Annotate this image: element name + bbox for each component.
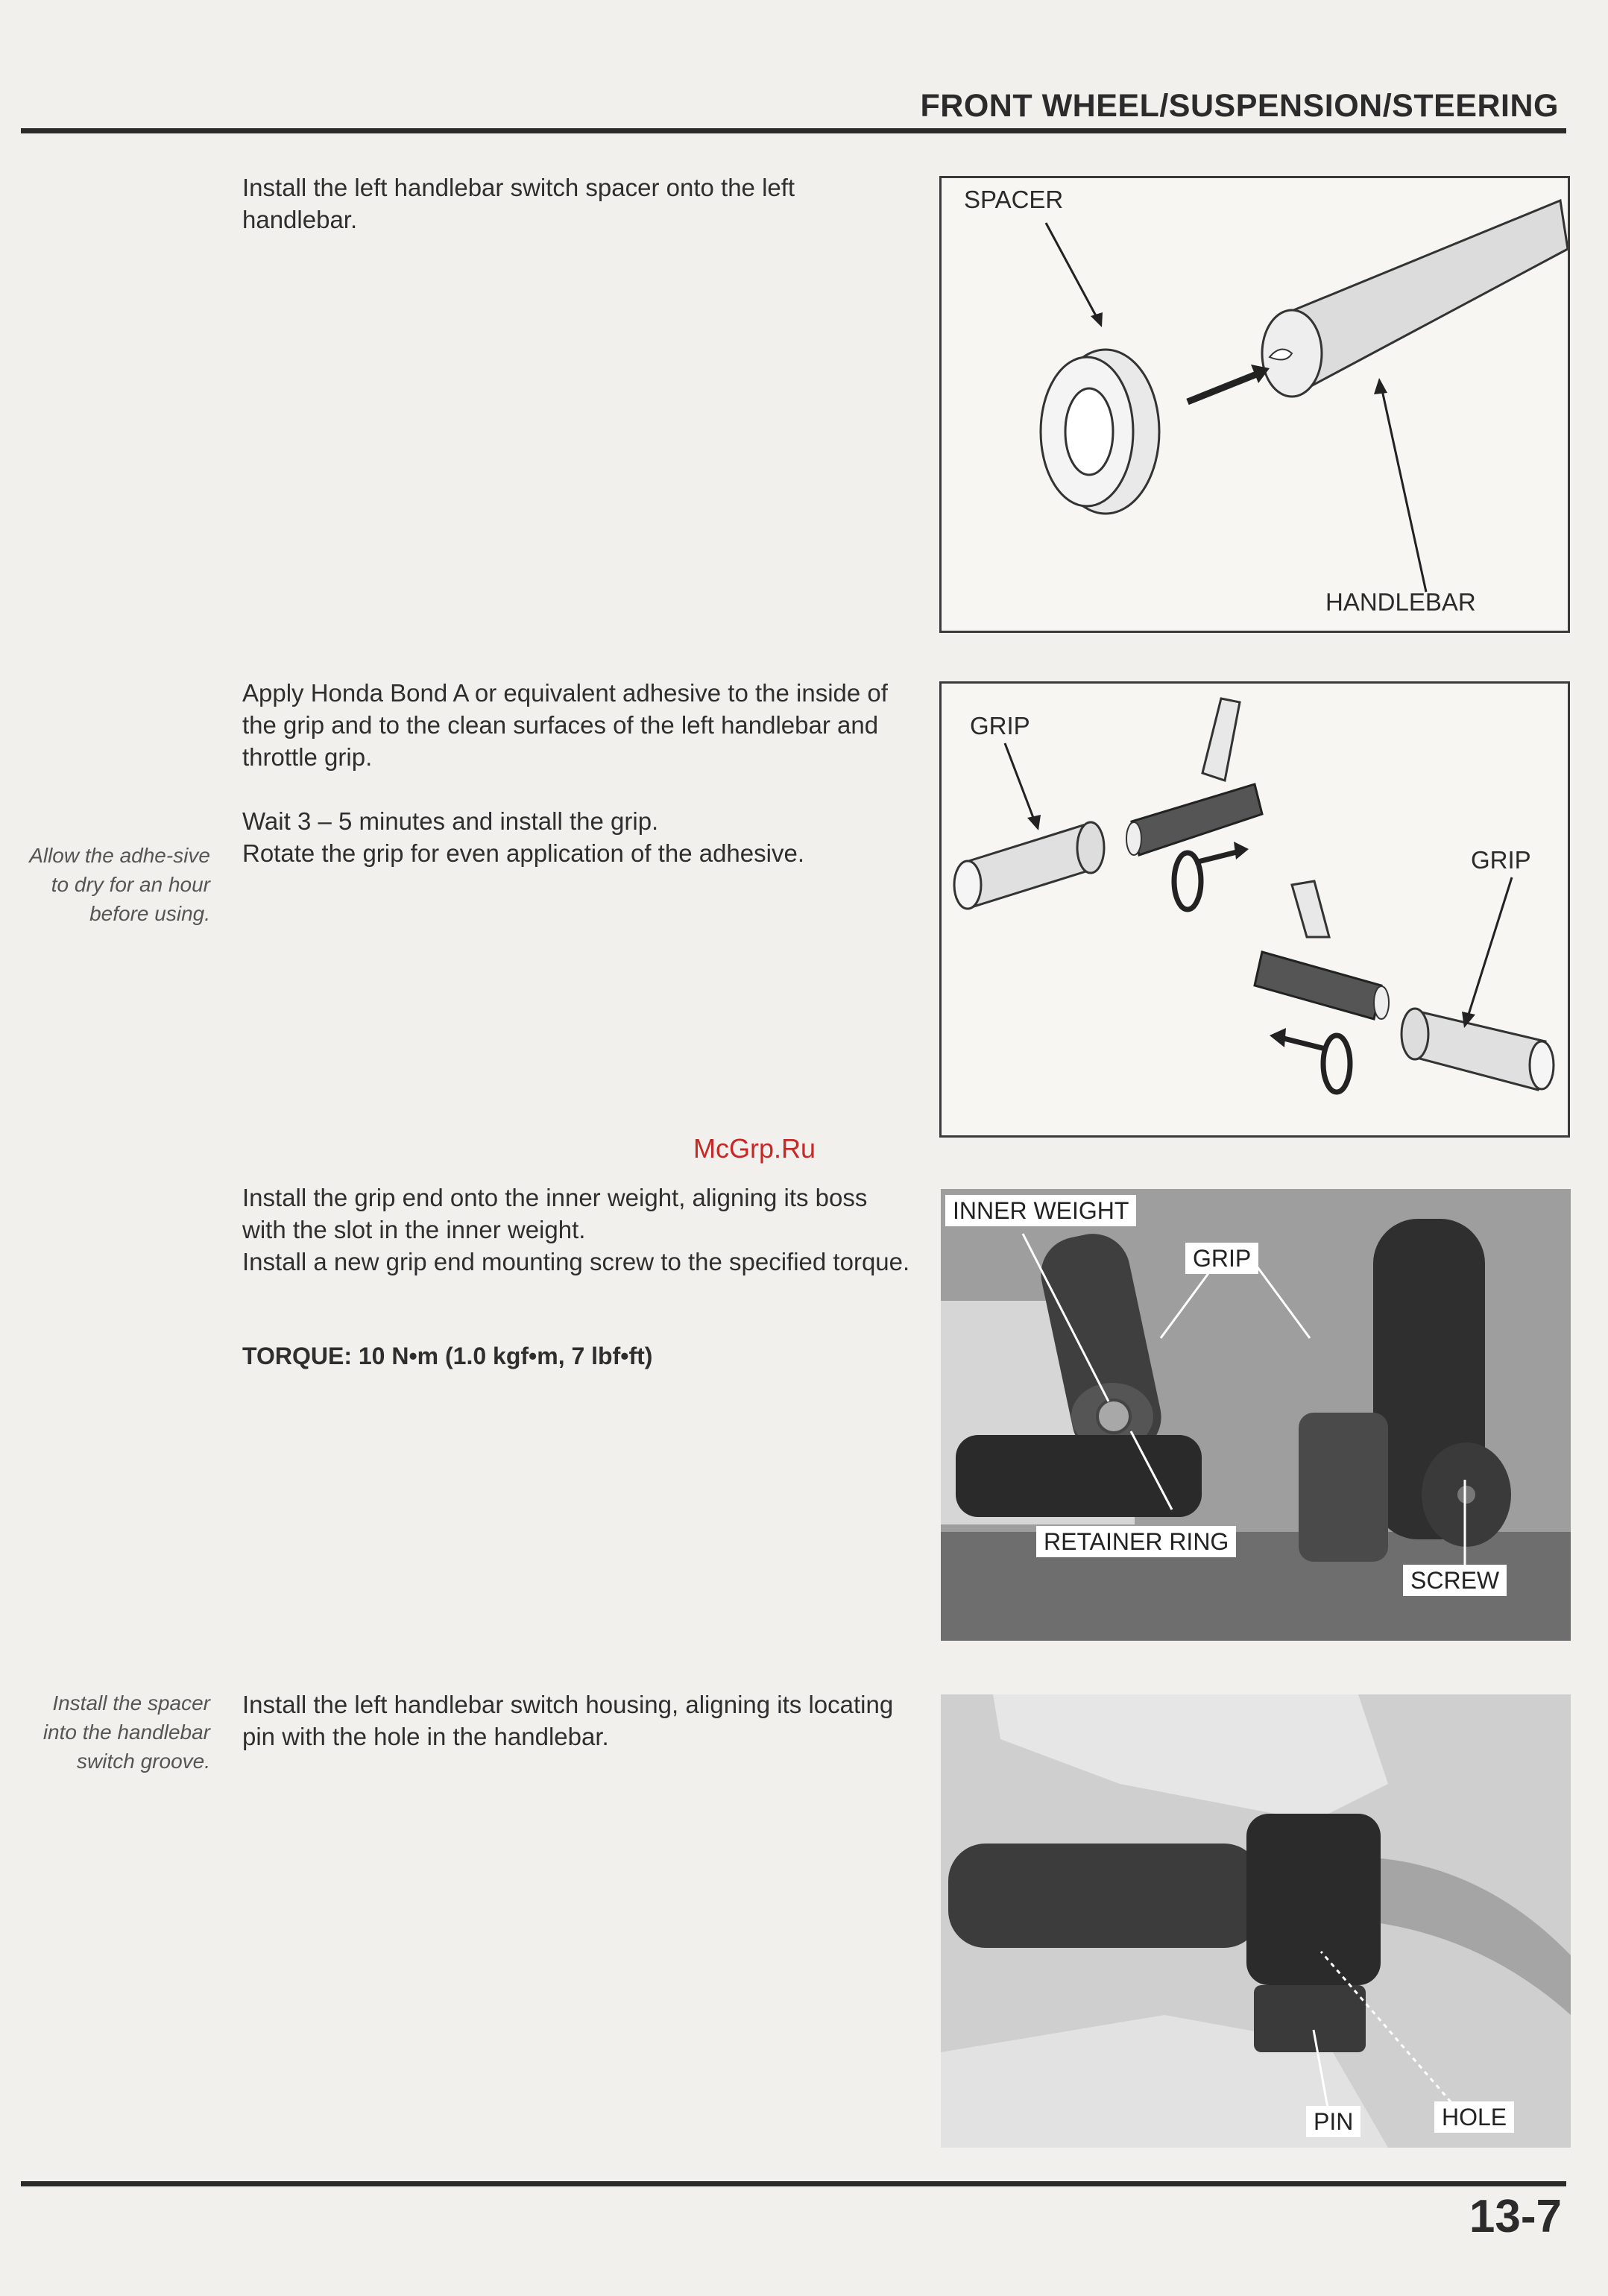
step-2-text: [242, 677, 913, 869]
step-2-paragraph-3: Rotate the grip for even application of the adhesive.: [242, 839, 804, 867]
label-retainer-ring: RETAINER RING: [1036, 1526, 1236, 1557]
step-3-text: [242, 1182, 913, 1278]
footer-rule: [21, 2181, 1566, 2186]
label-inner-weight: INNER WEIGHT: [945, 1195, 1136, 1226]
label-grip-right: GRIP: [1471, 846, 1531, 874]
side-note-spacer: Install the spacer into the handlebar switch groove.: [42, 1691, 210, 1773]
header-rule: [21, 128, 1566, 133]
figure-grips: [939, 681, 1570, 1138]
step-2-paragraph-2: Wait 3 – 5 minutes and install the grip.: [242, 807, 659, 835]
photo-grip-end: [941, 1189, 1571, 1641]
page-number: 13-7: [1469, 2191, 1562, 2242]
label-grip: GRIP: [1185, 1243, 1258, 1274]
step-3-paragraph-1: Install the grip end onto the inner weight, aligning its boss with the slot in the inner weight.: [242, 1184, 868, 1243]
side-note-adhesive: Allow the adhe-sive to dry for an hour before using.: [29, 844, 210, 925]
switch-housing-photo: [941, 1694, 1571, 2148]
step-1-text: [242, 171, 913, 236]
step-1-paragraph: Install the left handlebar switch spacer onto the left handlebar.: [242, 174, 795, 233]
watermark: McGrp.Ru: [693, 1133, 816, 1164]
label-grip-left: GRIP: [970, 712, 1030, 739]
torque-spec: TORQUE: 10 N•m (1.0 kgf•m, 7 lbf•ft): [242, 1343, 653, 1369]
label-handlebar: HANDLEBAR: [1325, 588, 1476, 616]
step-3-paragraph-2: Install a new grip end mounting screw to the specified torque.: [242, 1248, 910, 1275]
label-pin: PIN: [1306, 2106, 1361, 2137]
label-hole: HOLE: [1434, 2101, 1514, 2133]
section-title: FRONT WHEEL/SUSPENSION/STEERING: [920, 88, 1559, 124]
photo-switch-housing: [941, 1694, 1571, 2148]
step-2-paragraph-1: Apply Honda Bond A or equivalent adhesive to the inside of the grip and to the clean surfaces of the left handlebar and throttle grip.: [242, 679, 888, 771]
label-screw: SCREW: [1403, 1565, 1507, 1596]
step-4-text: [242, 1688, 913, 1753]
spacer-handlebar-drawing: [942, 178, 1568, 631]
label-spacer: SPACER: [964, 186, 1064, 213]
step-4-paragraph: Install the left handlebar switch housing, aligning its locating pin with the hole in the handlebar.: [242, 1691, 894, 1750]
figure-spacer-handlebar: [939, 176, 1570, 633]
grips-drawing: [942, 684, 1568, 1135]
